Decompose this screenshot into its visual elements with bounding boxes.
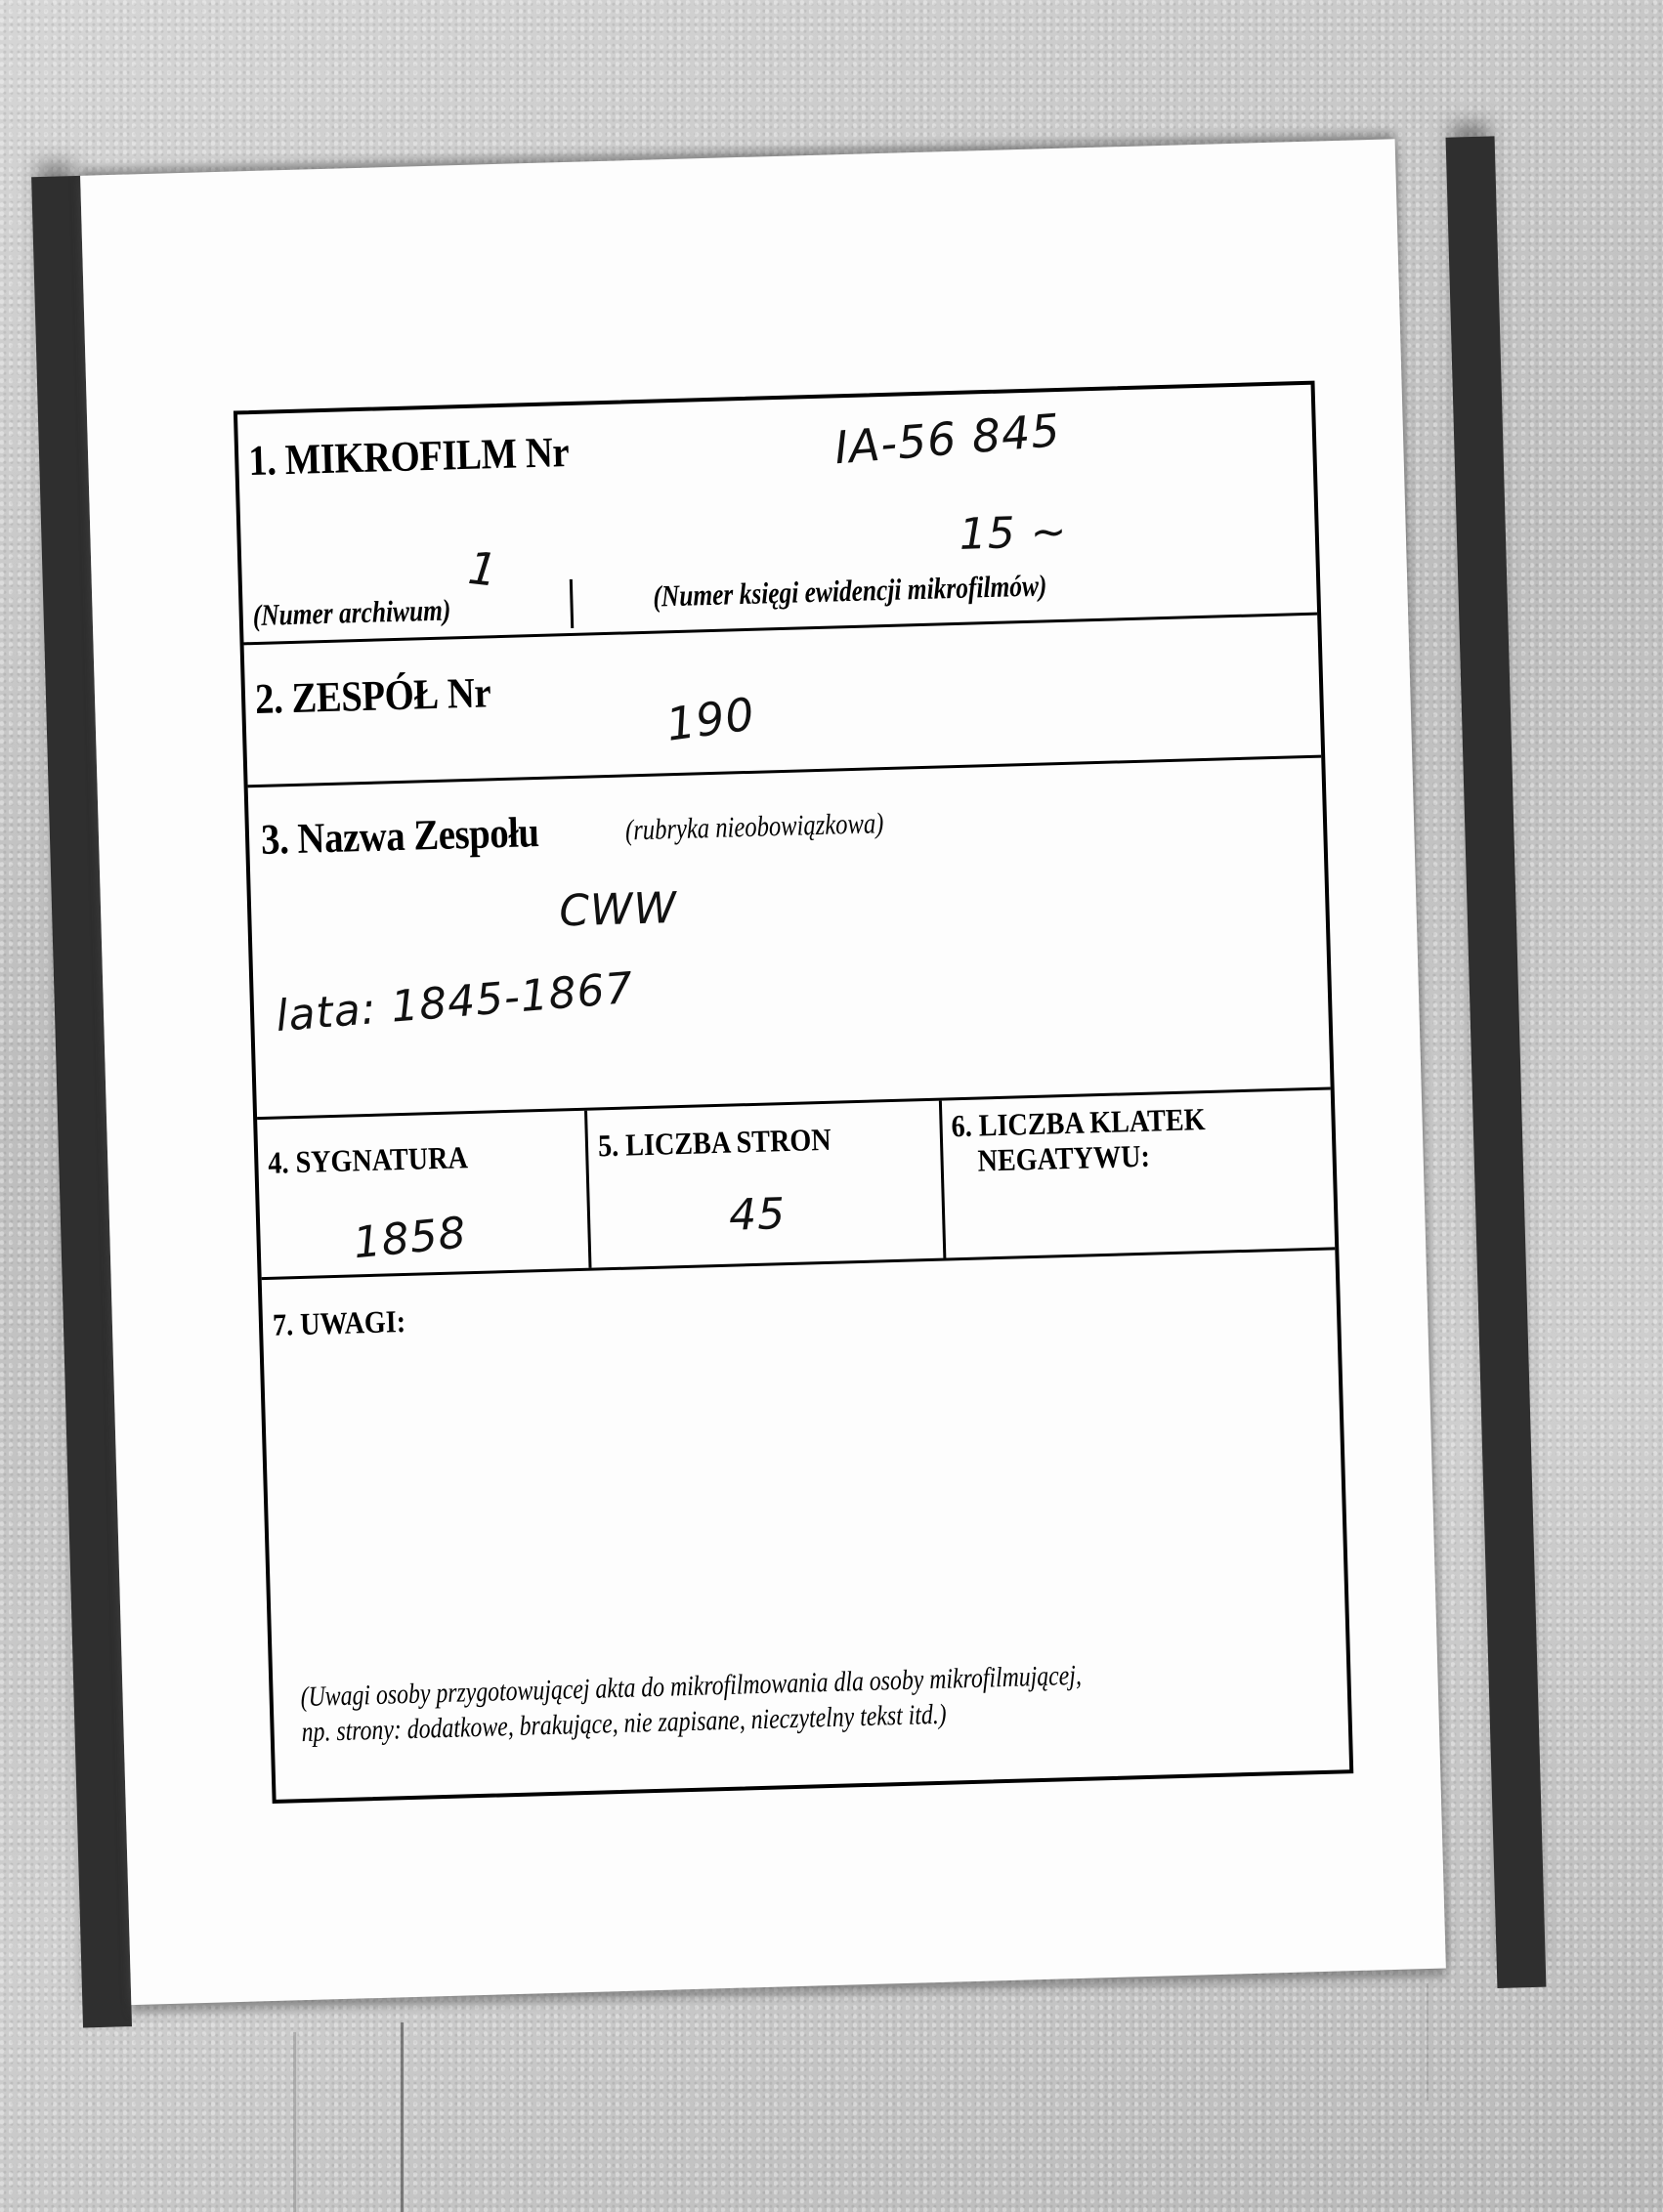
negative-frames-label-line1: 6. LICZBA KLATEK xyxy=(951,1101,1207,1144)
page-count-label: 5. LICZBA STRON xyxy=(597,1121,832,1164)
signature-value: 1858 xyxy=(351,1208,469,1269)
archive-number-sublabel: (Numer archiwum) xyxy=(252,592,451,633)
form-box xyxy=(234,381,1353,1804)
column-divider-1 xyxy=(584,1111,591,1268)
remarks-note-line2: np. strony: dodatkowe, brakujące, nie zapisane, nieczytelny tekst itd.) xyxy=(301,1698,948,1749)
page-count-value: 45 xyxy=(728,1189,787,1241)
microfilm-number-label: 1. MIKROFILM Nr xyxy=(247,427,570,486)
fonds-number-value: 190 xyxy=(662,687,758,751)
sublabel-divider xyxy=(570,579,574,628)
section-remarks xyxy=(262,1250,1349,1799)
signature-label: 4. SYGNATURA xyxy=(267,1139,469,1180)
ledger-number-sublabel: (Numer księgi ewidencji mikrofilmów) xyxy=(652,568,1047,614)
fonds-name-optional-note: (rubryka nieobowiązkowa) xyxy=(624,807,884,847)
column-divider-2 xyxy=(939,1101,946,1258)
record-card xyxy=(80,139,1446,2005)
fonds-name-value: CWW xyxy=(558,883,678,937)
section-fonds-name xyxy=(248,758,1331,1121)
fonds-name-label: 3. Nazwa Zespołu xyxy=(260,807,540,864)
microfilm-number-value: IA-56 845 xyxy=(832,403,1063,475)
microfilm-frame xyxy=(52,98,1521,2047)
fonds-number-label: 2. ZESPÓŁ Nr xyxy=(254,668,491,724)
section-microfilm-number xyxy=(237,385,1317,646)
remarks-note-line1: (Uwagi osoby przygotowującej akta do mikrofilmowania dla osoby mikrofilmującej, xyxy=(300,1659,1083,1714)
archive-number-value: 1 xyxy=(465,540,501,597)
fonds-name-heading xyxy=(260,806,577,865)
fonds-years-value: lata: 1845-1867 xyxy=(274,962,636,1042)
remarks-label: 7. UWAGI: xyxy=(272,1302,406,1342)
negative-frames-label-line2: NEGATYWU: xyxy=(977,1137,1151,1178)
background-scratch xyxy=(401,2022,404,2212)
film-strip-right xyxy=(1446,136,1547,1988)
section-signature-pages-frames xyxy=(257,1089,1335,1280)
ledger-number-value: 15 ~ xyxy=(958,506,1069,560)
background-scratch xyxy=(293,2032,296,2212)
